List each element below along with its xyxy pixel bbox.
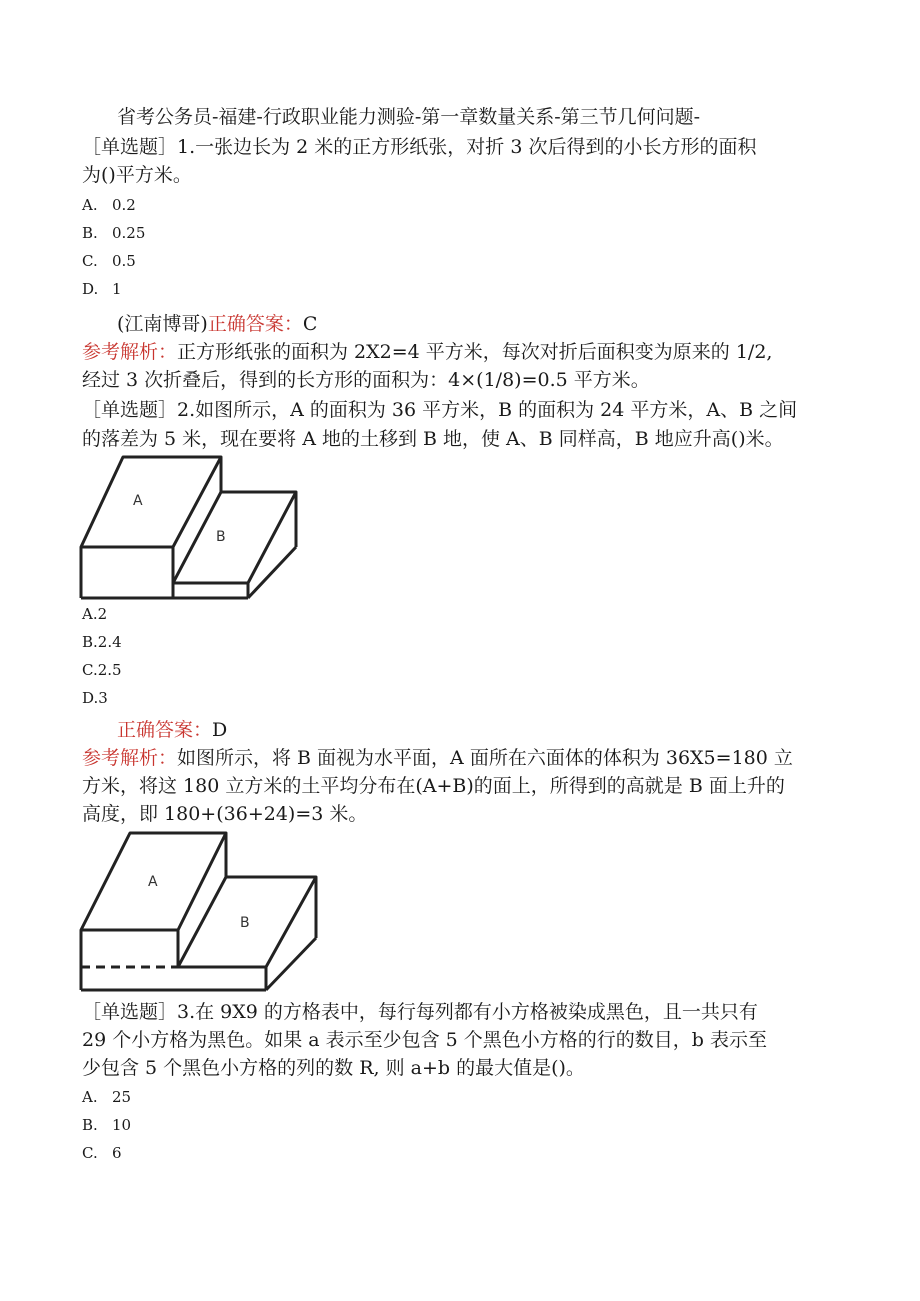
q3-stem-line3: 少包含 5 个黑色小方格的列的数 R, 则 a+b 的最大值是()。 bbox=[82, 1057, 585, 1079]
q1-answer-label: 正确答案： bbox=[207, 313, 303, 335]
q2-answer-line bbox=[117, 715, 227, 745]
q1-analysis-line2: 经过 3 次折叠后，得到的长方形的面积为：4×(1/8)=0.5 平方米。 bbox=[82, 369, 650, 391]
q1-option-a: A. 0.2 bbox=[82, 196, 136, 214]
q3-stem-line2: 29 个小方格为黑色。如果 a 表示至少包含 5 个黑色小方格的行的数目，b 表示至 bbox=[82, 1029, 767, 1051]
q1-answer: C bbox=[302, 313, 318, 335]
q2-answer-label: 正确答案： bbox=[117, 719, 213, 741]
face-b-top bbox=[173, 492, 296, 583]
q1-analysis-line1: 参考解析：正方形纸张的面积为 2X2=4 平方米，每次对折后面积变为原来的 1/2, bbox=[82, 341, 773, 363]
q2-option-d: D.3 bbox=[82, 689, 108, 707]
q2-analysis-label: 参考解析： bbox=[82, 747, 178, 769]
analysis-figure-label-a: A bbox=[148, 874, 158, 890]
q3-option-b: B. 10 bbox=[82, 1116, 132, 1134]
q2-analysis-line2: 方米，将这 180 立方米的土平均分布在(A+B)的面上，所得到的高就是 B 面上升的 bbox=[82, 775, 785, 797]
q3-option-a: A. 25 bbox=[82, 1088, 132, 1106]
q2-option-c: C.2.5 bbox=[82, 661, 122, 679]
q2-answer: D bbox=[212, 719, 228, 741]
q1-option-b: B. 0.25 bbox=[82, 224, 146, 242]
document-title: 省考公务员-福建-行政职业能力测验-第一章数量关系-第三节几何问题- bbox=[117, 106, 701, 128]
q2-stem-line1: ［单选题］2.如图所示，A 的面积为 36 平方米，B 的面积为 24 平方米，A、B 之间 bbox=[82, 399, 798, 421]
q1-analysis-label: 参考解析： bbox=[82, 341, 178, 363]
q1-answer-line bbox=[117, 309, 317, 339]
q2-option-b: B.2.4 bbox=[82, 633, 122, 651]
q2-analysis-line1: 参考解析：如图所示，将 B 面视为水平面，A 面所在六面体的体积为 36X5=180 立 bbox=[82, 747, 793, 769]
figure-label-b: B bbox=[216, 529, 226, 545]
q2-step-figure bbox=[78, 452, 300, 602]
q3-option-c: C. 6 bbox=[82, 1144, 122, 1162]
q1-source: (江南博哥) bbox=[117, 313, 208, 335]
analysis-figure-label-b: B bbox=[240, 915, 250, 931]
figure-label-a: A bbox=[133, 493, 143, 509]
q2-stem-line2: 的落差为 5 米，现在要将 A 地的土移到 B 地，使 A、B 同样高，B 地应升高()米。 bbox=[82, 428, 784, 450]
q2-option-a: A.2 bbox=[82, 605, 108, 623]
q1-stem-line2: 为()平方米。 bbox=[82, 164, 192, 186]
q1-option-d: D. 1 bbox=[82, 280, 122, 298]
q1-option-c: C. 0.5 bbox=[82, 252, 136, 270]
q2-analysis-figure bbox=[78, 830, 320, 995]
q1-stem-line1: ［单选题］1.一张边长为 2 米的正方形纸张，对折 3 次后得到的小长方形的面积 bbox=[82, 136, 757, 158]
q3-stem-line1: ［单选题］3.在 9X9 的方格表中，每行每列都有小方格被染成黑色，且一共只有 bbox=[82, 1001, 758, 1023]
q2-analysis-line3: 高度，即 180+(36+24)=3 米。 bbox=[82, 803, 368, 825]
